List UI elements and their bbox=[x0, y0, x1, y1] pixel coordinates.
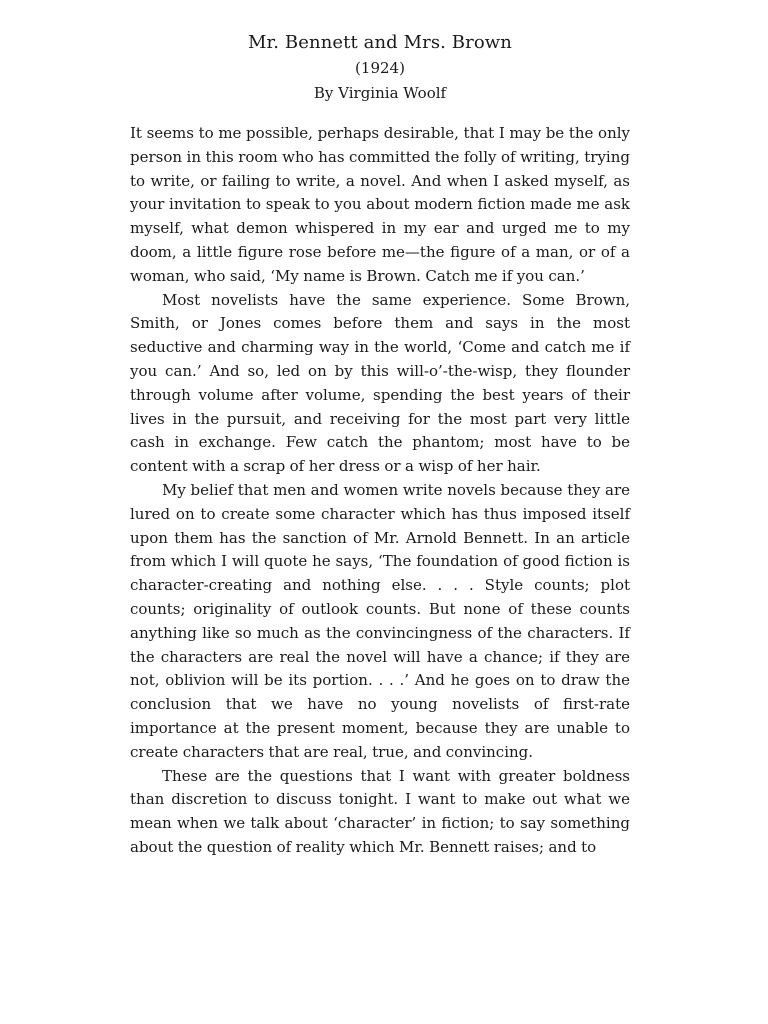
paragraph: It seems to me possible, perhaps desirable, that I may be the only person in this room who has committed the folly of writing, trying to write, or failing to write, a novel. And when I asked myself, as your invitation to speak to you about modern fiction made me ask myself, what demon whispered in my ear and urged me to my doom, a little figure rose before me—the figure of a man, or of a woman, who said, ‘My name is Brown. Catch me if you can.’ bbox=[130, 124, 630, 285]
document-page bbox=[130, 30, 630, 860]
document-author: By Virginia Woolf bbox=[313, 84, 447, 102]
paragraph: My belief that men and women write novels because they are lured on to create some character which has thus imposed itself upon them has the sanction of Mr. Arnold Bennett. In an article from which I will quote he says, ‘The foundation of good fiction is character-creating and nothing else. . . . Style counts; plot counts; originality of outlook counts. But none of these counts anything like so much as the convincingness of the characters. If the characters are real the novel will have a chance; if they are not, oblivion will be its portion. . . .’ And he goes on to draw the conclusion that we have no young novelists of first-rate importance at the present moment, because they are unable to create characters that are real, true, and convincing. bbox=[130, 480, 630, 761]
document-title: Mr. Bennett and Mrs. Brown bbox=[248, 32, 512, 53]
document-body bbox=[130, 122, 630, 860]
document-year: (1924) bbox=[355, 59, 405, 77]
paragraph: Most novelists have the same experience. Some Brown, Smith, or Jones comes before them and says in the most seductive and charming way in the world, ‘Come and catch me if you can.’ And so, led on by this will-o’-the-wisp, they flounder through volume after volume, spending the best years of their lives in the pursuit, and receiving for the most part very little cash in exchange. Few catch the phantom; most have to be content with a scrap of her dress or a wisp of her hair. bbox=[130, 290, 630, 476]
paragraph: These are the questions that I want with greater boldness than discretion to discuss tonight. I want to make out what we mean when we talk about ‘character’ in fiction; to say something about the question of reality which Mr. Bennett raises; and to bbox=[130, 766, 630, 856]
